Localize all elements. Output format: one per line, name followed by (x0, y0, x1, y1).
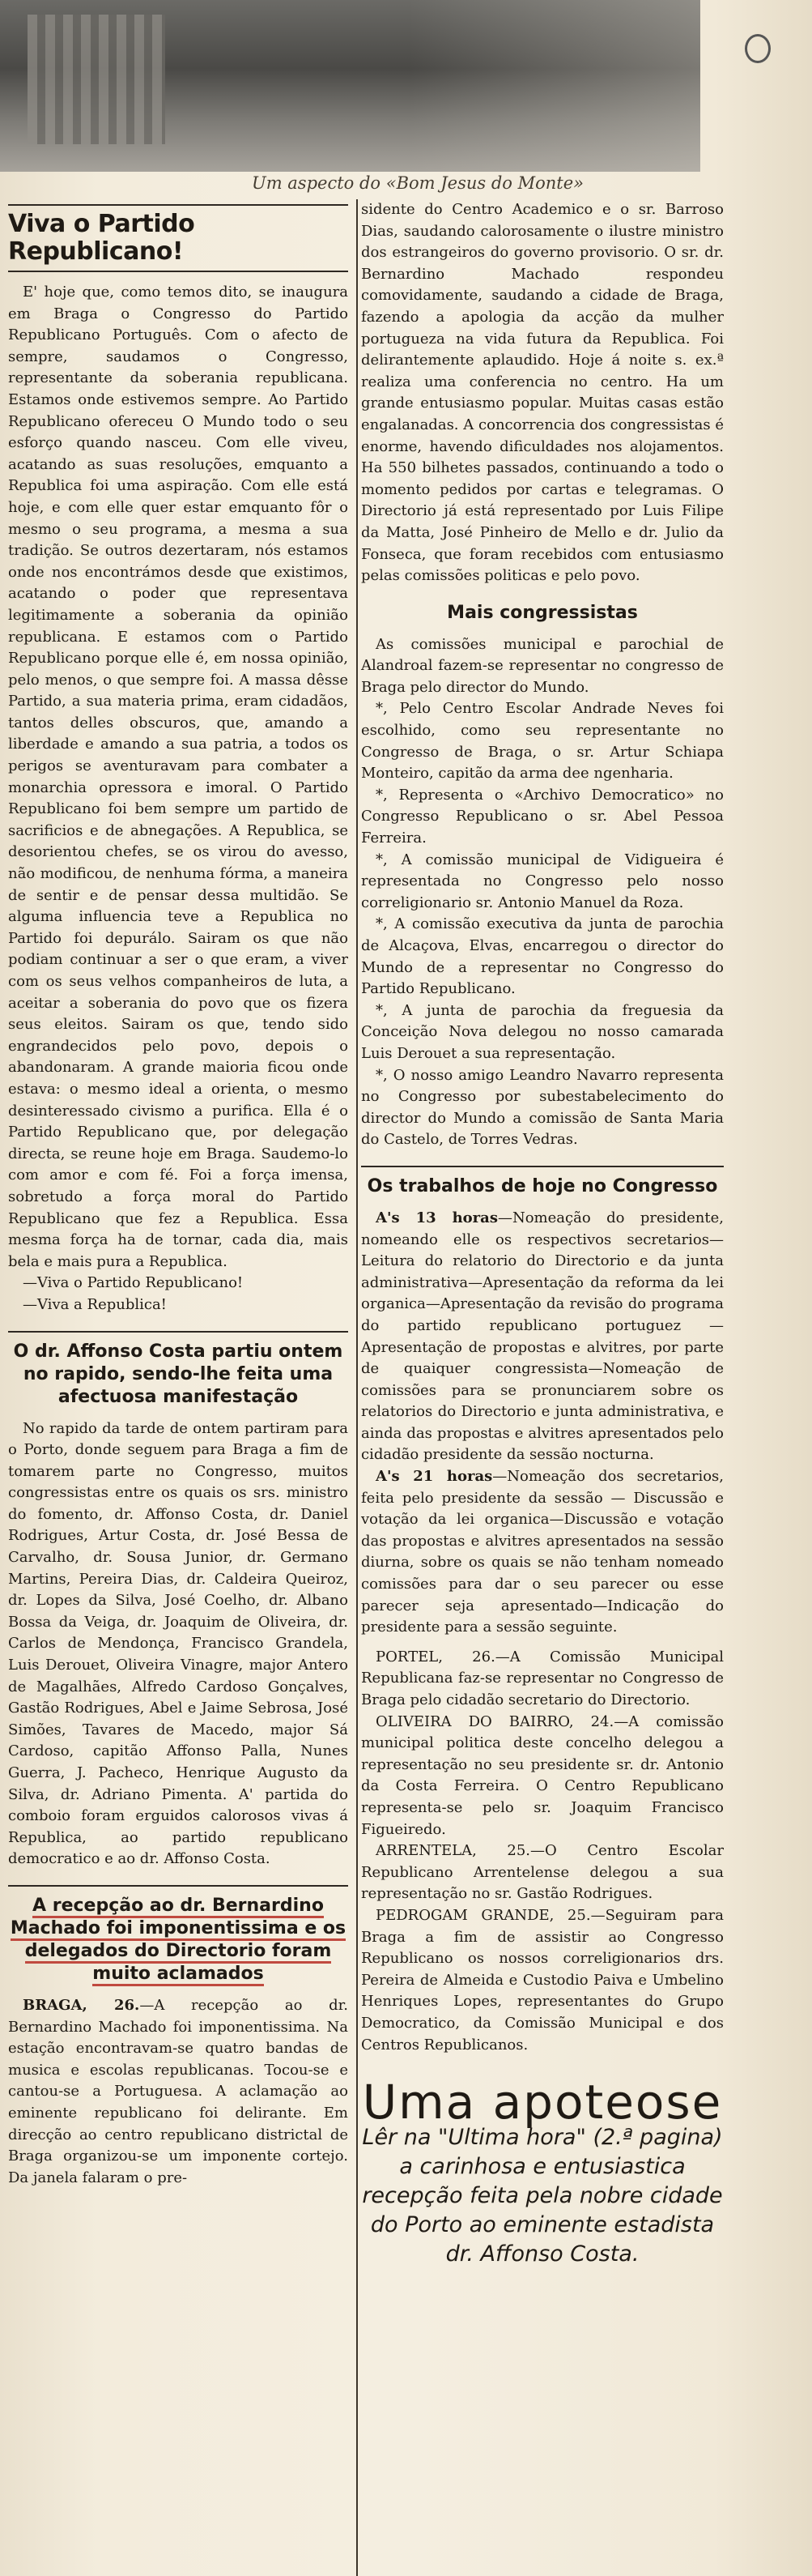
mais-item-archivo: *, Representa o «Archivo Democratico» no Congresso Republicano o sr. Abel Pessoa Ferreira. (361, 786, 724, 847)
margin-circle-mark (745, 34, 771, 63)
headline-trabalhos: Os trabalhos de hoje no Congresso (361, 1166, 724, 1198)
mais-item-alcacova: *, A comissão executiva da junta de parochia de Alcaçova, Elvas, encarregou o director do Mundo de a representar no Congresso do Partido Republicano. (361, 915, 724, 998)
cheer-partido: —Viva o Partido Republicano! (23, 1274, 244, 1292)
mais-item-alandroal: As comissões municipal e parochial de Alandroal fazem-se representar no congresso de Braga pelo director do Mundo. (361, 635, 724, 696)
agenda-13h (361, 1208, 724, 1466)
headline-recepcao (8, 1885, 348, 1985)
editorial-paragraph: E' hoje que, como temos dito, se inaugura em Braga o Congresso do Partido Republicano Português. Com o afecto de sempre, saudamos o Congresso, representante da soberania republicana. Estamos onde estivemos sempre. Ao Partido Republicano ofereceu O Mundo todo o seu esforço quando nasceu. Com elle viveu, acatando as suas resoluções, emquanto a Republica foi uma aspiração. Com elle está hoje, e com elle quer estar emquanto fôr o mesmo o seu programa, a mesma a sua tradição. Se outros dezertaram, nós estamos onde nos encontrámos desde que existimos, acatando o poder que representava legitimamente a soberania da opinião republicana. E estamos com o Partido Republicano porque elle é, em nossa opinião, pelo menos, o que sempre foi. A massa dêsse Partido, a sua materia prima, eram cidadãos, tantos delles obscuros, que, amando a liberdade e amando a sua patria, a todos os perigos se aventuravam para combater a monarchia opressora e imoral. O Partido Republicano foi bem sempre um partido de sacrificios e de abnegações. A Republica, se desorientou chefes, se os virou do avesso, não modificou, de nenhuma fórma, a maneira de sentir e de pensar dessa multidão. Se alguma influencia teve a Republica no Partido foi depurálo. Sairam os que não podiam continuar a ser o que eram, a viver com os seus velhos companheiros de luta, a aceitar a soberania do povo que os fizera seus eleitos. Sairam os que, tendo sido engrandecidos pelo povo, depois o abandonaram. A grande maioria ficou onde estava: o mesmo ideal a orienta, o mesmo desinteressado civismo a purifica. Ella é o Partido Republicano que, por delegação directa, se reune hoje em Braga. Saudemo-lo com amor e com fé. Foi a força imensa, sobretudo a força moral do Partido Republicano que fez a Republica. Essa mesma força ha de tornar, cada dia, mais bela e mais pura a Republica. (8, 284, 348, 1270)
paragraph-braga (8, 1995, 348, 2189)
headline-affonso-costa: O dr. Affonso Costa partiu ontem no rapido, sendo-lhe feita uma afectuosa manifestação (8, 1331, 348, 1409)
left-column (8, 199, 358, 2576)
mais-item-leandro-navarro: *, O nosso amigo Leandro Navarro representa no Congresso por subestabelecimento do director do Mundo a comissão de Santa Maria do Castelo, de Torres Vedras. (361, 1066, 724, 1149)
dispatch-arrentela: ARRENTELA, 25.—O Centro Escolar Republicano Arrentelense delegou a sua representação no sr. Gastão Rodrigues. (361, 1842, 724, 1903)
agenda-21h-text: —Nomeação dos secretarios, feita pelo presidente da sessão — Discussão e votação da lei organica—Discussão e votação das propostas e alvitres apresentados na sessão diurna, sobre os quais se não tenham nomeado comissões para dar o seu parecer ou esse parecer seja apresentado—Indicação do presidente para a sessão seguinte. (361, 1468, 724, 1636)
mais-item-conceicao-nova: *, A junta de parochia da freguesia da Conceição Nova delegou no nosso camarada Luis Derouet a sua representação. (361, 1001, 724, 1062)
paragraph-continuation: sidente do Centro Academico e o sr. Barroso Dias, saudando calorosamente o ilustre ministro dos estrangeiros do governo provisorio. O sr. dr. Bernardino Machado respondeu comovidamente, saudando a cidade de Braga, fazendo a apologia da acção da mulher portugueza na vida futura da Republica. Foi delirantemente aplaudido. Hoje á noite s. ex.ª realiza uma conferencia no centro. Ha um grande entusiasmo popular. Muitas casas estão engalanadas. A concorrencia dos congressistas é enorme, havendo dificuldades nos alojamentos. Ha 550 bilhetes passados, continuando a todo o momento pedidos por cartas e telegramas. O Directorio já está representado por Luis Filipe da Matta, José Pinheiro de Mello e dr. Julio da Fonseca, que foram recebidos com entusiasmo pelas comissões politicas e pelo povo. (361, 201, 724, 585)
cheer-republica: —Viva a Republica! (23, 1295, 167, 1313)
apoteose-title: Uma apoteose (362, 2075, 723, 2130)
agenda-21h (361, 1466, 724, 1639)
mais-item-vidigueira: *, A comissão municipal de Vidigueira é representada no Congresso pelo nosso correligionario sr. Antonio Manuel da Roza. (361, 851, 724, 911)
apoteose-body: Lêr na "Ultima hora" (2.ª pagina) a carinhosa e entusiastica recepção feita pela nobre cidade do Porto ao eminente estadista dr. Affonso Costa. (362, 2124, 723, 2267)
photo-caption: Um aspecto do «Bom Jesus do Monte» (252, 173, 584, 193)
photo-building (28, 15, 165, 144)
photo-haze (409, 0, 700, 172)
headline-recepcao-text: A recepção ao dr. Bernardino Machado foi imponentissima e os delegados do Directorio foram muito aclamados (11, 1896, 346, 1986)
agenda-21h-lead: A's 21 horas (376, 1468, 493, 1486)
rule-spacer (361, 1639, 724, 1647)
braga-dateline: BRAGA, 26. (23, 1996, 140, 2014)
dispatch-pedrogam: PEDROGAM GRANDE, 25.—Seguiram para Braga a fim de assistir ao Congresso Republicano os nossos correligionarios drs. Pereira de Almeida e Custodio Paiva e Umbelino Henriques Lopes, representantes do Grupo Democratico, da Comissão Municipal e dos Centros Republicanos. (361, 1906, 724, 2054)
paragraph-affonso-costa: No rapido da tarde de ontem partiram para o Porto, donde seguem para Braga a fim de tomarem parte no Congresso, muitos congressistas entre os quais os srs. ministro do fomento, dr. Affonso Costa, dr. Daniel Rodrigues, Artur Costa, dr. José Bessa de Carvalho, dr. Sousa Junior, dr. Germano Martins, Pereira Dias, dr. Caldeira Queiroz, dr. Lopes da Silva, José Coelho, dr. Albano Bossa da Veiga, dr. Joaquim de Oliveira, dr. Carlos de Mendonça, Francisco Grandela, Luis Derouet, Oliveira Vinagre, major Antero de Magalhães, Alfredo Cardoso Gonçalves, Gastão Rodrigues, Abel e Jaime Sebrosa, José Simões, Tavares de Macedo, major Sá Cardoso, capitão Affonso Palla, Nunes Guerra, J. Pacheco, Henrique Augusto da Silva, dr. Adriano Pimenta. A' partida do comboio foram erguidos calorosos vivas á Republica, ao partido republicano democratico e ao dr. Affonso Costa. (8, 1419, 348, 1868)
dispatch-portel: PORTEL, 26.—A Comissão Municipal Republicana faz-se representar no Congresso de Braga pelo cidadão secretario do Directorio. (361, 1648, 724, 1708)
agenda-13h-text: —Nomeação do presidente, nomeando elle os respectivos secretarios—Leitura do relatorio do Directorio e da junta administrativa—Apresentação da reforma da lei organica—Apresentação da revisão do programa do partido republicano portuguez — Apresentação de propostas e alvitres, por parte de quaiquer congressista—Nomeação de comissões para se pronunciarem sobre os relatorios do Directorio e junta administrativa, e ainda das propostas e alvitres apresentados pelo cidadão presidente da sessão nocturna. (361, 1209, 724, 1464)
headline-mais-congressistas: Mais congressistas (447, 602, 638, 623)
agenda-13h-lead: A's 13 horas (376, 1209, 498, 1226)
right-column (361, 199, 724, 2576)
braga-text: —A recepção ao dr. Bernardino Machado foi imponentissima. Na estação encontravam-se quatro bandas de musica e escolas republicanas. Tocou-se e cantou-se a Portuguesa. A aclamação ao eminente republicano foi delirante. Em direcção ao centro republicano districtal de Braga organizou-se um imponente cortejo. Da janela falaram o pre- (8, 1996, 349, 2186)
dispatch-oliveira-do-bairro: OLIVEIRA DO BAIRRO, 24.—A comissão municipal politica deste concelho delegou a representação no seu presidente sr. dr. Antonio da Costa Ferreira. O Centro Republicano representa-se pelo sr. Joaquim Francisco Figueiredo. (361, 1712, 724, 1838)
bom-jesus-photo (0, 0, 700, 172)
mais-item-andrade-neves: *, Pelo Centro Escolar Andrade Neves foi escolhido, como seu representante no Congresso de Braga, o sr. Artur Schiapa Monteiro, capitão da arma dee ngenharia. (361, 700, 724, 783)
headline-viva: Viva o Partido Republicano! (8, 204, 348, 272)
